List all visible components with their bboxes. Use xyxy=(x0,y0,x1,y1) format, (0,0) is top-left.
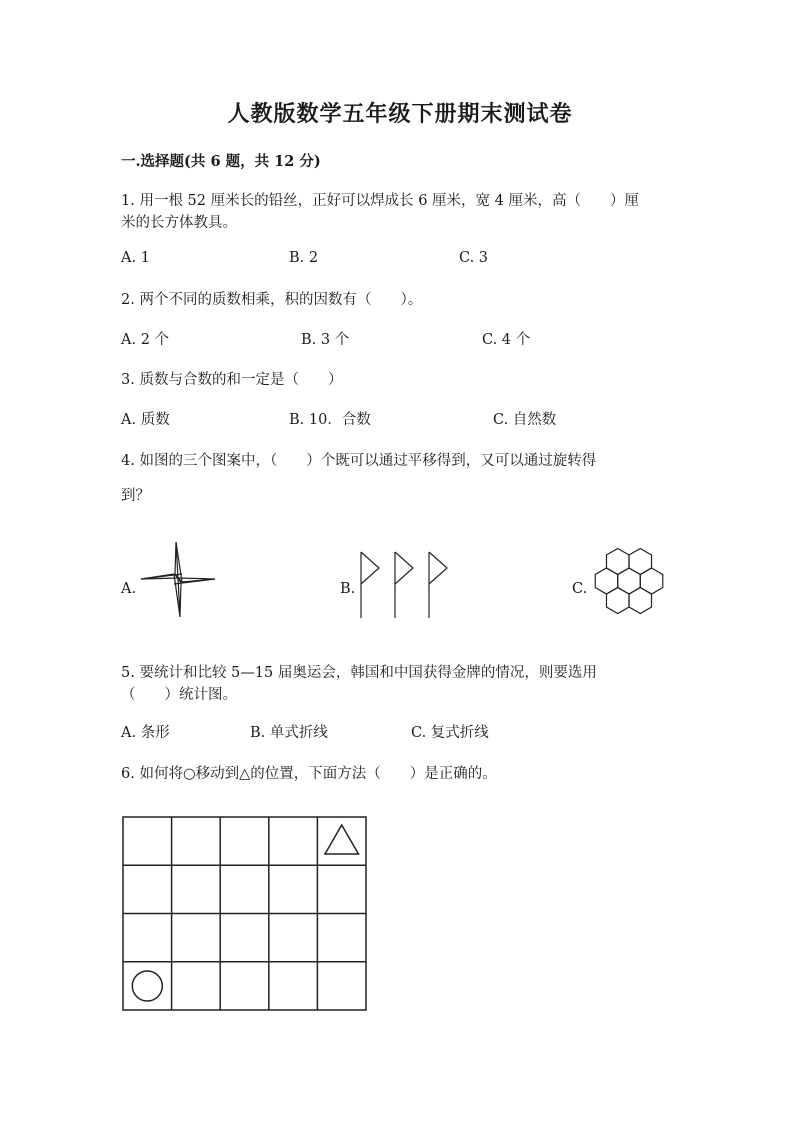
question-1-line-1: 1. 用一根 52 厘米长的铅丝，正好可以焊成长 6 厘米，宽 4 厘米，高（ ）厘 xyxy=(121,193,639,209)
question-5-option-b: B. 单式折线 xyxy=(250,725,328,741)
question-3-option-c: C. 自然数 xyxy=(493,412,557,428)
hexagon-cell xyxy=(606,588,629,614)
question-1-option-a: A. 1 xyxy=(121,250,150,266)
question-4-line-1: 4. 如图的三个图案中，（ ）个既可以通过平移得到，又可以通过旋转得 xyxy=(121,453,597,469)
hexagon-cell xyxy=(606,549,629,575)
hexagon-cell xyxy=(629,588,652,614)
question-5-option-a: A. 条形 xyxy=(121,725,170,741)
question-1-option-c: C. 3 xyxy=(459,250,489,266)
pinwheel-pattern xyxy=(137,541,219,619)
circle-icon xyxy=(132,971,162,1001)
triangle-icon xyxy=(325,825,359,854)
question-1-line-2: 米的长方体教具。 xyxy=(121,215,237,231)
question-1-option-b: B. 2 xyxy=(289,250,319,266)
hexagon-cell xyxy=(629,549,652,575)
question-4-option-a: A. xyxy=(121,581,137,597)
question-5-line-2: （ ）统计图。 xyxy=(121,687,237,703)
question-4-option-c: C. xyxy=(572,581,588,597)
question-3-option-b: B. 10．合数 xyxy=(289,412,371,428)
hexagon-flower-pattern xyxy=(590,540,668,622)
question-5-option-c: C. 复式折线 xyxy=(411,725,489,741)
question-2-line-1: 2. 两个不同的质数相乘，积的因数有（ ）。 xyxy=(121,292,423,308)
section-heading: 一.选择题(共 6 题，共 12 分) xyxy=(121,153,321,170)
page-title: 人教版数学五年级下册期末测试卷 xyxy=(227,101,573,127)
question-5-line-1: 5. 要统计和比较 5—15 届奥运会，韩国和中国获得金牌的情况，则要选用 xyxy=(121,665,597,681)
question-2-option-b: B. 3 个 xyxy=(301,332,350,348)
flags-pattern xyxy=(357,550,453,620)
question-6-line-1: 6. 如何将○移动到△的位置，下面方法（ ）是正确的。 xyxy=(121,766,497,782)
question-3-option-a: A. 质数 xyxy=(121,412,170,428)
question-3-line-1: 3. 质数与合数的和一定是（ ） xyxy=(121,372,343,388)
question-4-line-2: 到？ xyxy=(121,488,150,504)
question-2-option-c: C. 4 个 xyxy=(482,332,531,348)
grid-figure xyxy=(122,816,368,1012)
question-4-option-b: B. xyxy=(340,581,356,597)
question-2-option-a: A. 2 个 xyxy=(121,332,170,348)
